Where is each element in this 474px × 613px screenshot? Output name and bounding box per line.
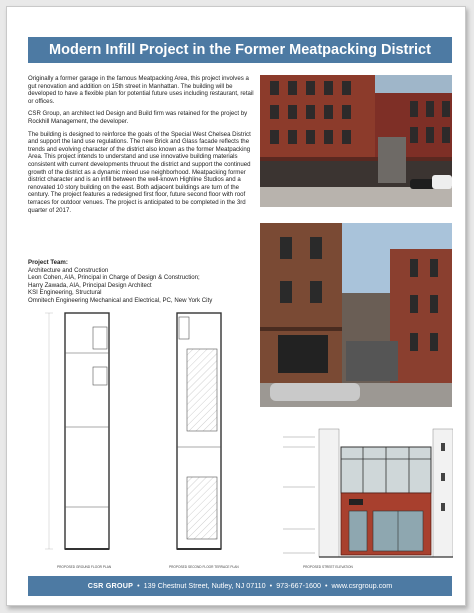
plan2-caption: PROPOSED SECOND FLOOR TERRACE PLAN (169, 565, 239, 569)
brochure-page (6, 6, 466, 606)
footer-separator: • (137, 581, 140, 590)
description-paragraph: Originally a former garage in the famous Meatpacking Area, this project involves a gut renovation and addition on 15th street in Manhattan. The building will be developed to have a flexible plan for potential future uses including restaurant, retail or offices. (28, 75, 254, 105)
team-line: Leon Cohen, AIA, Principal in Charge of Design & Construction; (28, 274, 200, 282)
plan1-caption: PROPOSED GROUND FLOOR PLAN (57, 565, 112, 569)
team-line: KSI Engineering, Structural (28, 289, 102, 297)
elevation-caption: PROPOSED STREET ELEVATION (303, 565, 353, 569)
project-team (28, 259, 254, 305)
footer-separator: • (324, 581, 328, 590)
team-line: Harry Zawada, AIA, Principal Design Architect (28, 281, 152, 289)
footer-bar (28, 576, 452, 596)
team-line: Architecture and Construction (28, 266, 109, 274)
project-team-heading: Project Team: (28, 259, 68, 266)
project-description (28, 75, 254, 219)
ground-floor-plan (41, 307, 127, 569)
description-paragraph: The building is designed to reinforce the goals of the Special West Chelsea District and support the land use regulations. The new Brick and Glass facade reflects the trends and evolving character of the district also known as the former Meatpacking Area. This project intends to understand and use innovative building materials consistent with current developments thruout the district and support the continued growth of the district as a dynamic mixed use neighborhood. Meatpacking former district character and is an infill between the well-known Highline Studios and a renovated 10 story building on the east. Both adjacent buildings are turn of the century. The project features a redesigned first floor, future second floor with roof terraces for outdoor venues. The project is anticipated to be completed in the 3rd quarter of 2017. (28, 130, 251, 214)
footer-phone: 973-667-1600 (276, 581, 321, 590)
description-paragraph: CSR Group, an architect led Design and Build firm was retained for the project by Rockhill Management, the developer. (28, 110, 248, 125)
footer-separator: • (269, 581, 273, 590)
second-floor-plan (157, 307, 243, 569)
footer-company: CSR GROUP (87, 581, 134, 590)
street-photo-2 (260, 223, 452, 407)
footer-address: 139 Chestnut Street, Nutley, NJ 07110 (143, 581, 266, 590)
team-line: Omnitech Engineering Mechanical and Electrical, PC, New York City (28, 296, 213, 304)
street-photo-1 (260, 75, 452, 207)
page-title: Modern Infill Project in the Former Meatpacking District (28, 37, 452, 63)
street-elevation (265, 419, 453, 569)
footer-website-link[interactable]: www.csrgroup.com (331, 581, 393, 590)
